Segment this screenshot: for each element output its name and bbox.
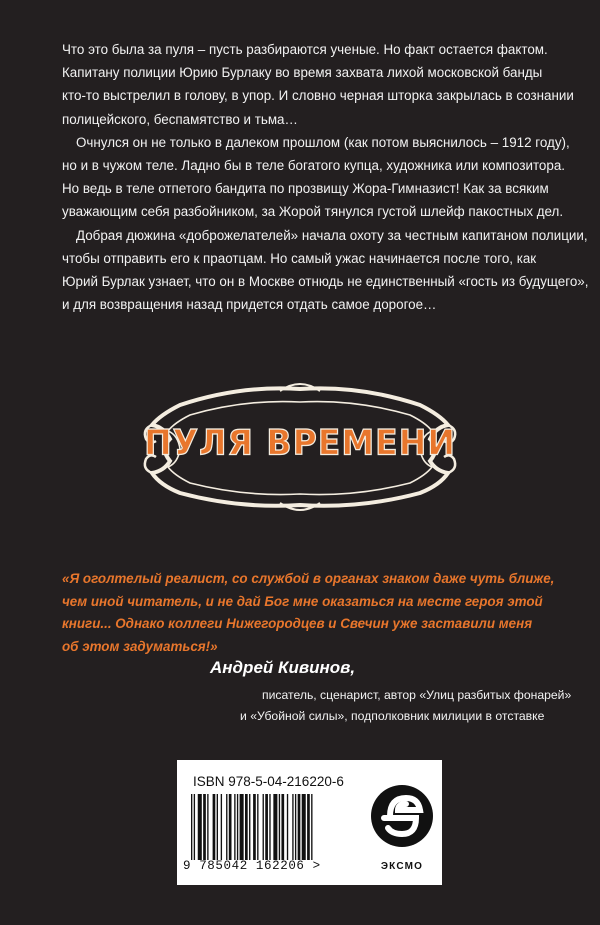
author-description xyxy=(240,685,582,727)
synopsis-line: Что это была за пуля – пусть разбираются ученые. Но факт остается фактом. xyxy=(62,42,548,57)
barcode-bar xyxy=(229,794,232,860)
barcode-bar xyxy=(221,794,222,860)
title-banner xyxy=(140,365,460,525)
quote-line: книги... Однако коллеги Нижегородцев и Свечин уже заставили меня xyxy=(62,616,533,631)
author-desc-line: и «Убойной силы», подполковник милиции в отставке xyxy=(240,709,545,723)
publisher-logo-panel xyxy=(362,760,442,885)
barcode-bar xyxy=(191,794,192,860)
banner-title: ПУЛЯ ВРЕМЕНИ xyxy=(144,422,456,463)
barcode-bar xyxy=(217,794,218,860)
barcode-bar xyxy=(298,794,301,860)
synopsis-line: но и в чужом теле. Ладно бы в теле богатого купца, художника или композитора. xyxy=(62,158,565,174)
quote-line: «Я оголтелый реалист, со службой в органах знаком даже чуть ближе, xyxy=(62,571,555,586)
synopsis-line: и для возвращения назад придется отдать самое дорогое… xyxy=(62,297,437,313)
barcode-bar xyxy=(245,794,248,860)
barcode-bar xyxy=(226,794,227,860)
synopsis-line: Очнулся он не только в далеком прошлом (как потом выяснилось – 1912 году), xyxy=(76,134,570,150)
barcode-panel xyxy=(177,760,371,885)
barcode-bar xyxy=(253,794,256,860)
barcode-bars xyxy=(187,794,363,860)
barcode-bar xyxy=(302,794,306,860)
quote-line: чем иной читатель, и не дай Бог мне оказаться на месте героя этой xyxy=(62,593,543,609)
barcode-bar xyxy=(295,794,296,860)
barcode-digits: 9 785042 162206 > xyxy=(183,859,321,873)
barcode-bar xyxy=(237,794,238,860)
barcode-bar xyxy=(194,794,195,860)
barcode-bar xyxy=(249,794,250,860)
synopsis-line: Добрая дюжина «доброжелателей» начала охоту за честным капитаном полиции, xyxy=(76,227,588,243)
barcode-bar xyxy=(203,794,206,860)
barcode-bar xyxy=(279,794,280,860)
barcode-bar xyxy=(287,794,288,860)
quote-author: Андрей Кивинов, xyxy=(210,658,356,677)
synopsis-line: чтобы отправить его к праотцам. Но самый ужас начинается после того, как xyxy=(62,250,537,266)
barcode-bar xyxy=(263,794,264,860)
synopsis-line: Капитану полиции Юрию Бурлаку во время захвата лихой московской банды xyxy=(62,65,543,81)
synopsis-line: полицейского, беспамятство и тьма… xyxy=(62,111,298,127)
barcode-bar xyxy=(307,794,310,860)
barcode-bar xyxy=(240,794,244,860)
barcode-bar xyxy=(265,794,268,860)
barcode-bar xyxy=(292,794,293,860)
eksmo-logo-icon xyxy=(368,774,436,858)
barcode-bar xyxy=(234,794,235,860)
barcode-bar xyxy=(273,794,277,860)
synopsis-text xyxy=(62,38,589,316)
quote-line: об этом задуматься!» xyxy=(62,638,218,654)
synopsis-line: кто-то выстрелил в голову, в упор. И словно черная шторка закрылась в сознании xyxy=(62,88,574,104)
barcode-bar xyxy=(269,794,270,860)
barcode-bar xyxy=(311,794,312,860)
author-desc-line: писатель, сценарист, автор «Улиц разбитых фонарей» xyxy=(262,688,572,702)
synopsis-line: Но ведь в теле отпетого бандита по прозвищу Жора-Гимназист! Как за всяким xyxy=(62,181,549,197)
barcode-bar xyxy=(257,794,258,860)
barcode-bar xyxy=(281,794,284,860)
synopsis-line: Юрий Бурлак узнает, что он в Москве отнюдь не единственный «гость из будущего», xyxy=(62,274,589,290)
publisher-name: ЭКСМО xyxy=(380,861,424,872)
synopsis-line: уважающим себя разбойником, за Жорой тянулся густой шлейф пакостных дел. xyxy=(62,204,564,220)
barcode-bar xyxy=(207,794,208,860)
review-quote xyxy=(62,568,562,658)
barcode-bar xyxy=(213,794,216,860)
isbn-text: ISBN 978-5-04-216220-6 xyxy=(193,774,344,789)
barcode-bar xyxy=(198,794,202,860)
